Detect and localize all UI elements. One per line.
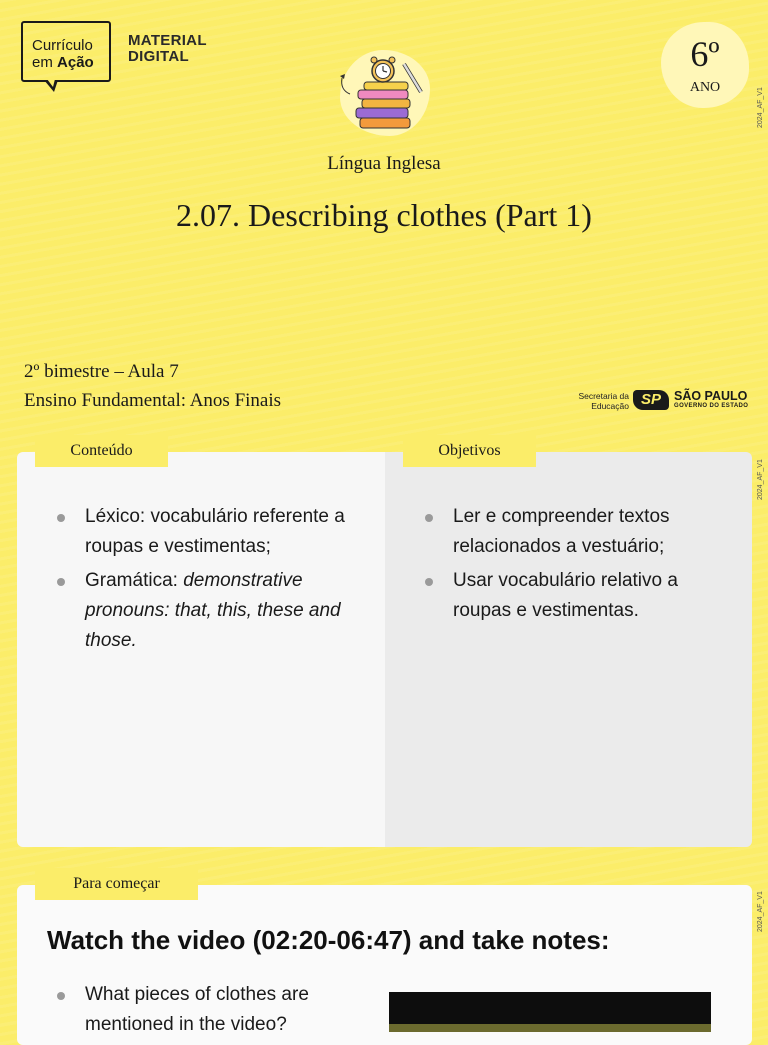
secretaria-line1: Secretaria da	[578, 391, 629, 401]
list-item: What pieces of clothes are mentioned in the video?	[55, 980, 355, 1040]
list-item	[55, 566, 355, 656]
material-digital-logo	[128, 33, 207, 65]
tab-conteudo: Conteúdo	[35, 435, 168, 467]
question-list	[55, 980, 355, 1044]
video-progress-strip	[389, 1024, 711, 1032]
subject-label: Língua Inglesa	[327, 153, 441, 174]
grade-number: 6º	[690, 34, 720, 74]
conteudo-item-lexico: Léxico: vocabulário referente a roupas e vestimentas;	[85, 506, 345, 557]
curriculo-em-acao-logo	[21, 21, 111, 82]
version-tag: 2024_AF_V1	[757, 891, 764, 932]
bimester-lesson: 2º bimestre – Aula 7	[24, 361, 179, 382]
version-tag: 2024_AF_V1	[757, 87, 764, 128]
version-tag: 2024_AF_V1	[757, 459, 764, 500]
speech-bubble-tail-inner	[47, 79, 55, 87]
conteudo-item-gramatica-topic: demonstrative pronouns: that, this, these and those.	[85, 570, 341, 651]
secretaria-line2: Educação	[591, 401, 629, 411]
tab-para-comecar: Para começar	[35, 868, 198, 900]
list-item	[55, 502, 355, 562]
objetivos-list	[423, 502, 723, 630]
state-name: SÃO PAULO	[674, 389, 748, 403]
material-line2: DIGITAL	[128, 48, 189, 65]
sao-paulo-government-logo	[572, 389, 748, 411]
list-item: Usar vocabulário relativo a roupas e vestimentas.	[423, 566, 723, 626]
conteudo-item-gramatica-label: Gramática:	[85, 570, 184, 591]
material-line1: MATERIAL	[128, 32, 207, 49]
list-item: Ler e compreender textos relacionados a vestuário;	[423, 502, 723, 562]
tab-objetivos: Objetivos	[403, 435, 536, 467]
conteudo-list	[55, 502, 355, 660]
grade-label: ANO	[689, 80, 721, 95]
books-clock-icon	[336, 52, 428, 134]
logo-acao: Ação	[57, 54, 94, 71]
education-level: Ensino Fundamental: Anos Finais	[24, 390, 282, 411]
lesson-title: 2.07. Describing clothes (Part 1)	[176, 197, 592, 233]
activity-heading: Watch the video (02:20-06:47) and take notes:	[47, 925, 610, 955]
sp-mark: SP	[633, 390, 669, 410]
logo-em: em	[32, 54, 53, 71]
state-sub: GOVERNO DO ESTADO	[674, 403, 749, 409]
logo-line1: Currículo	[32, 37, 93, 54]
video-player[interactable]	[389, 992, 711, 1032]
